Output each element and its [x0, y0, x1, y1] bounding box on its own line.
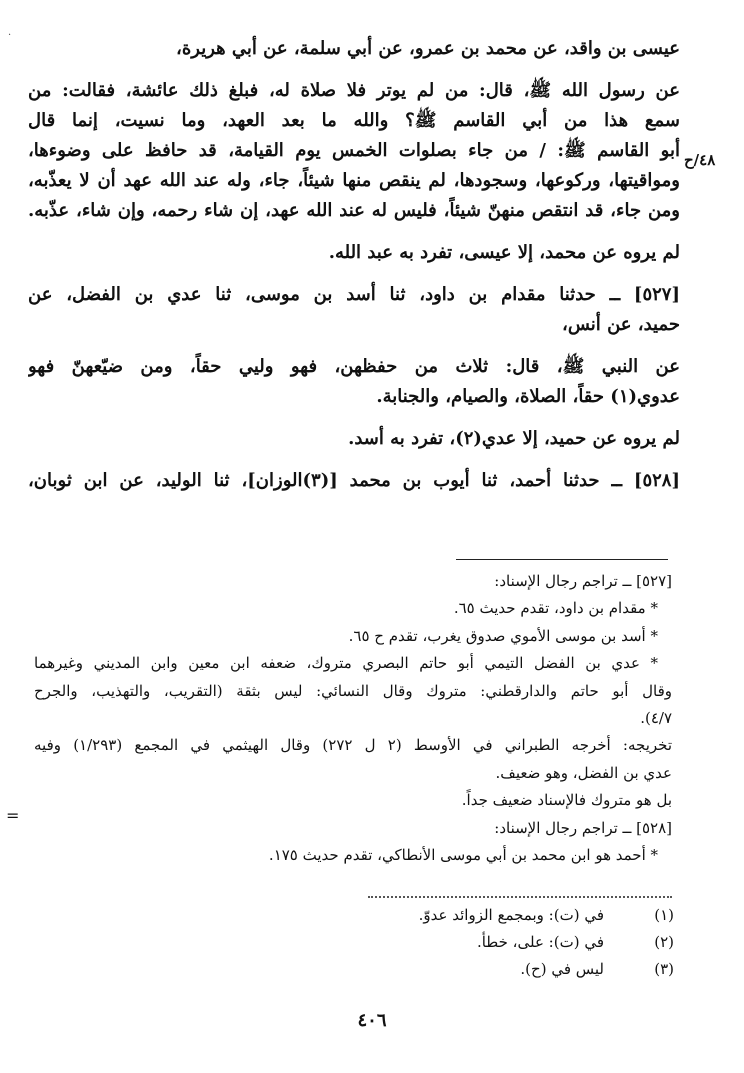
footnotes-separator — [368, 896, 672, 898]
notes-heading-527: [٥٢٧] ــ تراجم رجال الإسناد: — [494, 572, 672, 590]
notes-heading-528: [٥٢٨] ــ تراجم رجال الإسناد: — [494, 818, 672, 837]
footnote — [300, 956, 674, 983]
note-line: ٤/٧). — [640, 708, 672, 727]
text-line: لم يروه عن حميد، إلا عدي(٢)، تفرد به أسد. — [348, 428, 680, 449]
footnote-number: (٢) — [654, 933, 674, 951]
note-line: * أحمد هو ابن محمد بن أبي موسى الأنطاكي، تقدم حديث ١٧٥. — [268, 845, 658, 864]
note-line: تخريجه: أخرجه الطبراني في الأوسط (٢ ل ٢٧٢) وقال الهيثمي في المجمع (١/٢٩٣) وفيه — [34, 736, 672, 755]
hadith-heading-527: [٥٢٧] ــ حدثنا مقدام بن داود، ثنا أسد بن موسى، ثنا عدي بن الفضل، عن — [28, 284, 680, 305]
margin-folio-note: ٤٨/ح — [684, 151, 716, 169]
text-line: ومواقيتها، وركوعها، وسجودها، لم ينقص منها شيئاً، جاء، وله عند الله عهد أن لا يعذّبه، — [28, 170, 680, 191]
notes-divider — [456, 559, 668, 560]
note-line: * مقدام بن داود، تقدم حديث ٦٥. — [453, 599, 658, 618]
note-line: * أسد بن موسى الأموي صدوق يغرب، تقدم ح ٦٥. — [348, 626, 658, 645]
commentary-notes — [34, 568, 672, 869]
footnotes — [300, 902, 674, 983]
note-line: بل هو متروك فالإسناد ضعيف جداً. — [461, 791, 672, 810]
main-text — [28, 34, 680, 496]
text-line: عن النبي ﷺ، قال: ثلاث من حفظهن، فهو وليي حقاً، ومن ضيّعهنّ فهو — [28, 356, 680, 377]
note-line: عدي بن الفضل، وهو ضعيف. — [495, 763, 672, 782]
text-line: أبو القاسم ﷺ: / من جاء بصلوات الخمس يوم القيامة، قد حافظ على وضوءها، — [28, 140, 680, 161]
scan-speck: · — [8, 30, 12, 41]
note-line: وقال أبو حاتم والدارقطني: متروك وقال النسائي: ليس بثقة (التقريب، والتهذيب، والجرح — [34, 681, 672, 700]
footnote-number: (١) — [654, 906, 674, 924]
text-line: حميد، عن أنس، — [562, 314, 680, 335]
hadith-heading-528: [٥٢٨] ــ حدثنا أحمد، ثنا أيوب بن محمد [(٣)الوزان]، ثنا الوليد، عن ابن ثوبان، — [28, 470, 680, 491]
footnote-text: ليس في (ح). — [520, 960, 604, 978]
text-line: عيسى بن واقد، عن محمد بن عمرو، عن أبي سلمة، عن أبي هريرة، — [176, 38, 680, 59]
text-line: ومن جاء، قد انتقص منهنّ شيئاً، فليس له عند الله عهد، إن شاء رحمه، وإن شاء، عذّبه. — [28, 200, 680, 221]
footnote-text: في (ت): على، خطأ. — [476, 933, 604, 951]
footnote — [300, 929, 674, 956]
margin-mark: = — [6, 806, 20, 825]
footnote-text: في (ت): وبمجمع الزوائد عدوّ. — [418, 906, 604, 924]
text-line: عن رسول الله ﷺ، قال: من لم يوتر فلا صلاة له، فبلغ ذلك عائشة، فقالت: من — [28, 80, 680, 101]
text-line: لم يروه عن محمد، إلا عيسى، تفرد به عبد الله. — [328, 242, 680, 263]
footnote-number: (٣) — [654, 960, 674, 978]
text-line: عدوي(١) حقاً، الصلاة، والصيام، والجنابة. — [376, 386, 680, 407]
footnote — [300, 902, 674, 929]
note-line: * عدي بن الفضل التيمي أبو حاتم البصري متروك، ضعفه ابن معين وابن المديني وغيرهما — [34, 654, 658, 673]
page-number: ٤٠٦ — [357, 1010, 387, 1031]
text-line: سمع هذا من أبي القاسم ﷺ؟ والله ما بعد العهد، وما نسيت، إنما قال — [28, 110, 680, 131]
